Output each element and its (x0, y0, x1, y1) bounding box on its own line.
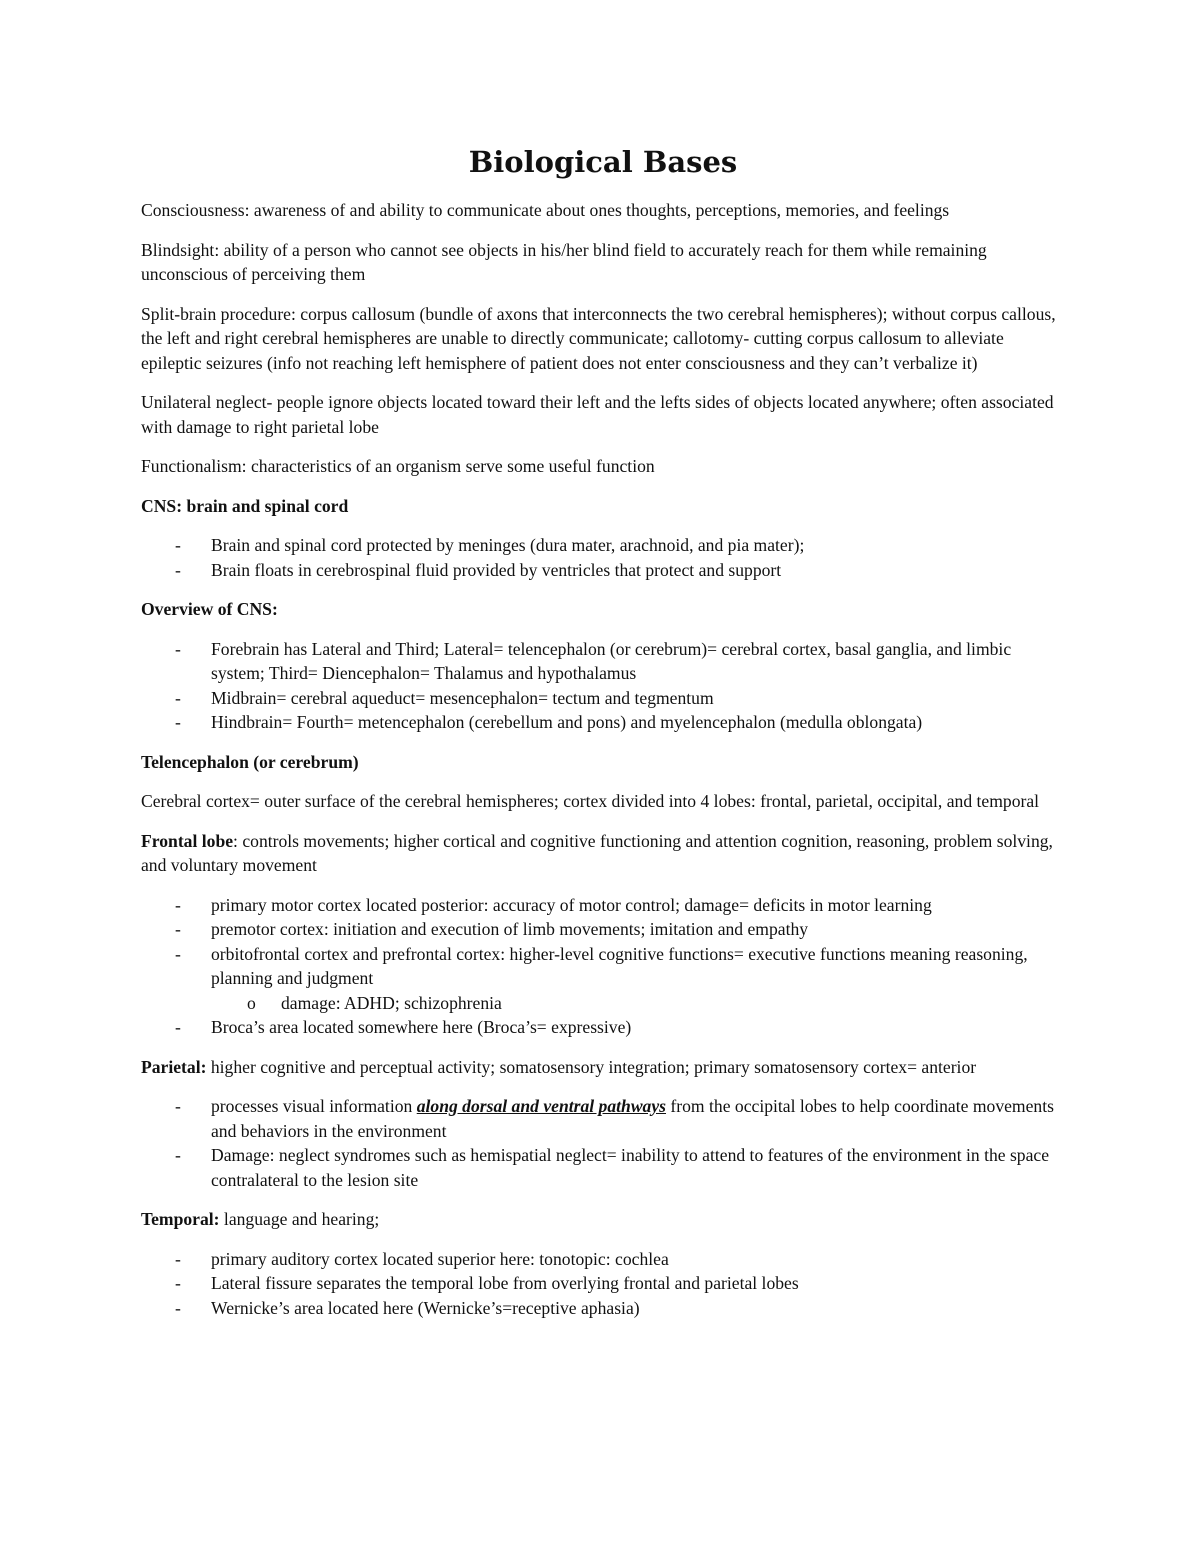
list-item: - Brain and spinal cord protected by meninges (dura mater, arachnoid, and pia mater); (141, 533, 1065, 558)
frontal-label: Frontal lobe (141, 830, 234, 851)
list-item: - Hindbrain= Fourth= metencephalon (cerebellum and pons) and myelencephalon (medulla oblongata) (141, 710, 1065, 735)
sub-list-item: o damage: ADHD; schizophrenia (211, 991, 1065, 1016)
list-item: - Midbrain= cerebral aqueduct= mesencephalon= tectum and tegmentum (141, 686, 1065, 711)
emphasized-text: along dorsal and ventral pathways (416, 1096, 667, 1116)
temporal-text: language and hearing; (219, 1209, 380, 1229)
temporal-paragraph (141, 1207, 1065, 1232)
cns-list (141, 533, 1065, 582)
temporal-list (141, 1247, 1065, 1321)
telencephalon-heading: Telencephalon (or cerebrum) (141, 751, 359, 772)
list-item: - Damage: neglect syndromes such as hemispatial neglect= inability to attend to features of the environment in the space contralateral to the lesion site (141, 1143, 1065, 1192)
frontal-paragraph (141, 829, 1065, 878)
list-item: - Lateral fissure separates the temporal lobe from overlying frontal and parietal lobes (141, 1271, 1065, 1296)
list-item-text: from the occipital lobes to help coordinate movements and behaviors in the environment (211, 1096, 1054, 1141)
temporal-label: Temporal: (141, 1209, 220, 1229)
blindsight-paragraph: Blindsight: ability of a person who cannot see objects in his/her blind field to accurately reach for them while remaining unconscious of perceiving them (141, 239, 987, 284)
split-brain-paragraph: Split-brain procedure: corpus callosum (bundle of axons that interconnects the two cerebral hemispheres); without corpus callous, the left and right cerebral hemispheres are unable to directly communicate; callotomy- cutting corpus callosum to alleviate epileptic seizures (info not reaching left hemisphere of patient does not enter consciousness and they can’t verbalize it) (141, 303, 1056, 373)
parietal-list (141, 1094, 1065, 1192)
overview-list (141, 637, 1065, 735)
consciousness-paragraph: Consciousness: awareness of and ability to communicate about ones thoughts, perceptions, memories, and feelings (141, 200, 950, 220)
frontal-list (141, 893, 1065, 1040)
overview-heading: Overview of CNS: (141, 599, 278, 619)
parietal-text: higher cognitive and perceptual activity; somatosensory integration; primary somatosensory cortex= anterior (206, 1056, 977, 1077)
parietal-paragraph (141, 1055, 1065, 1080)
list-item: - primary motor cortex located posterior: accuracy of motor control; damage= deficits in motor learning (141, 893, 1065, 918)
list-item (141, 1094, 1065, 1143)
list-item: - Broca’s area located somewhere here (Broca’s= expressive) (141, 1015, 1065, 1040)
list-item: - Wernicke’s area located here (Wernicke’s=receptive aphasia) (141, 1296, 1065, 1321)
frontal-text: : controls movements; higher cortical and cognitive functioning and attention cognition, reasoning, problem solving, and voluntary movement (141, 830, 1053, 875)
list-item: - premotor cortex: initiation and execution of limb movements; imitation and empathy (141, 917, 1065, 942)
unilateral-neglect-paragraph: Unilateral neglect- people ignore objects located toward their left and the lefts sides of objects located anywhere; often associated with damage to right parietal lobe (141, 392, 1054, 437)
list-item: - Brain floats in cerebrospinal fluid provided by ventricles that protect and support (141, 558, 1065, 583)
list-item-text: orbitofrontal cortex and prefrontal cortex: higher-level cognitive functions= executive functions meaning reasoning, planning and judgment (211, 943, 1028, 988)
functionalism-paragraph: Functionalism: characteristics of an organism serve some useful function (141, 456, 655, 476)
telencephalon-paragraph: Cerebral cortex= outer surface of the cerebral hemispheres; cortex divided into 4 lobes: frontal, parietal, occipital, and temporal (141, 791, 1040, 811)
list-item-text: processes visual information (211, 1096, 417, 1116)
page-title: Biological Bases (468, 145, 738, 179)
frontal-sublist (211, 991, 1065, 1016)
list-item: - Forebrain has Lateral and Third; Lateral= telencephalon (or cerebrum)= cerebral cortex, basal ganglia, and limbic system; Third= Diencephalon= Thalamus and hypothalamus (141, 637, 1065, 686)
cns-heading: CNS: brain and spinal cord (141, 495, 349, 516)
list-item: - primary auditory cortex located superior here: tonotopic: cochlea (141, 1247, 1065, 1272)
parietal-label: Parietal: (141, 1056, 207, 1077)
list-item (141, 942, 1065, 1016)
